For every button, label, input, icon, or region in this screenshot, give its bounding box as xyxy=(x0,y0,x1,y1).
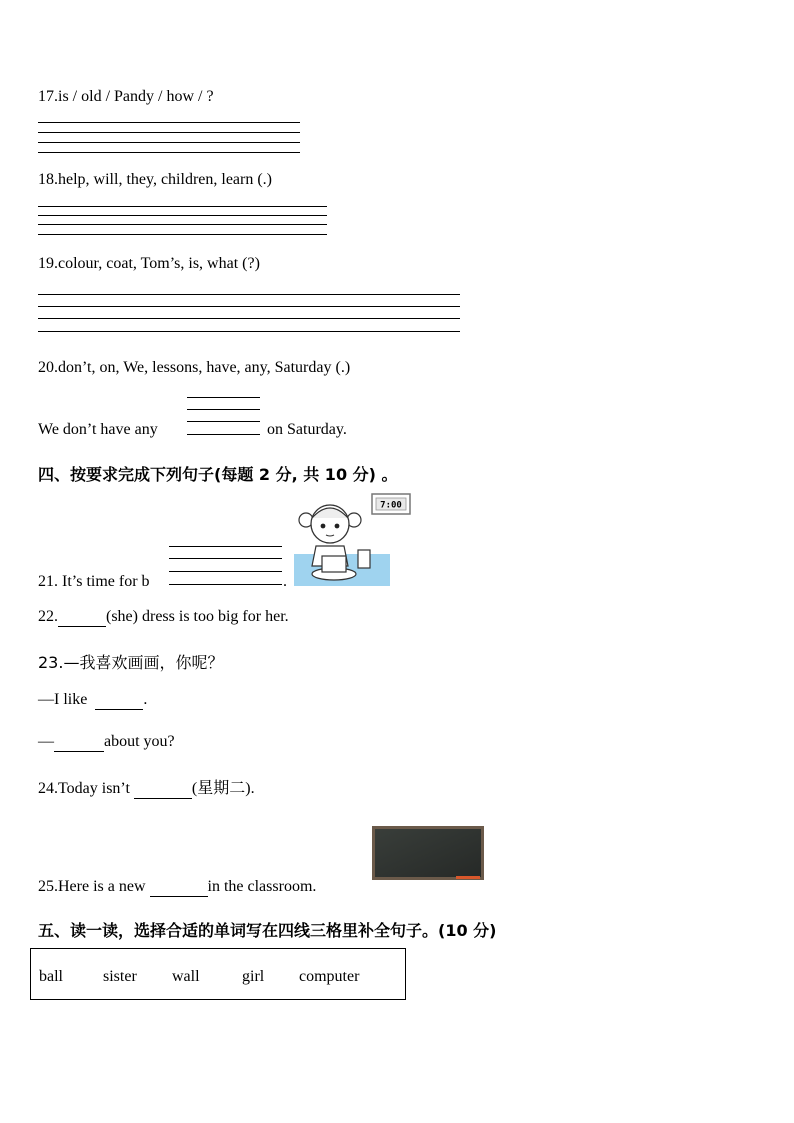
word-sister: sister xyxy=(103,968,137,985)
q25-prefix: 25.Here is a new xyxy=(38,878,146,895)
answer-lines-20[interactable] xyxy=(187,397,260,437)
q23-line-2 xyxy=(38,733,175,752)
word-ball: ball xyxy=(39,968,63,985)
word-girl: girl xyxy=(242,968,265,985)
q22-rest: (she) dress is too big for her. xyxy=(106,608,289,625)
word-wall: wall xyxy=(172,968,200,985)
q22-blank[interactable] xyxy=(58,608,106,627)
breakfast-illustration xyxy=(292,490,416,586)
section-4-heading: 四、按要求完成下列句子(每题 2 分, 共 10 分) 。 xyxy=(38,465,398,484)
question-22 xyxy=(38,608,289,627)
q20-prefix: We don’t have any xyxy=(38,421,158,438)
q20-suffix: on Saturday. xyxy=(267,421,347,438)
q23-blank-1[interactable] xyxy=(95,691,143,710)
clock-time: 7:00 xyxy=(380,500,402,511)
q22-number: 22. xyxy=(38,608,58,625)
girl-breakfast-image xyxy=(292,490,416,586)
blackboard-image xyxy=(372,826,484,882)
q25-blank[interactable] xyxy=(150,878,208,897)
question-18: 18.help, will, they, children, learn (.) xyxy=(38,171,272,188)
blackboard-icon xyxy=(372,826,484,882)
q24-blank[interactable] xyxy=(134,780,192,799)
answer-lines-18[interactable] xyxy=(38,206,327,238)
q23-line2-prefix: — xyxy=(38,733,54,750)
word-computer: computer xyxy=(299,968,360,985)
q23-line1-prefix: —I like xyxy=(38,691,88,708)
word-bank-box xyxy=(30,948,406,1000)
q23-line2-suffix: about you? xyxy=(104,733,175,750)
q24-prefix: 24.Today isn’t xyxy=(38,780,130,797)
q23-blank-2[interactable] xyxy=(54,733,104,752)
question-24 xyxy=(38,775,255,799)
question-19: 19.colour, coat, Tom’s, is, what (?) xyxy=(38,255,260,272)
answer-lines-21[interactable] xyxy=(169,546,282,586)
q23-line1-suffix: . xyxy=(143,691,148,708)
question-17: 17.is / old / Pandy / how / ? xyxy=(38,88,214,105)
q24-suffix: (星期二). xyxy=(191,780,255,797)
answer-lines-19[interactable] xyxy=(38,294,460,334)
question-25 xyxy=(38,878,316,897)
q23-line-1 xyxy=(38,691,147,710)
question-23: 23.—我喜欢画画，你呢？ xyxy=(38,653,224,672)
q25-suffix: in the classroom. xyxy=(207,878,317,895)
section-5-heading: 五、读一读，选择合适的单词写在四线三格里补全句子。(10 分) xyxy=(38,921,497,940)
question-20: 20.don’t, on, We, lessons, have, any, Saturday (.) xyxy=(38,359,351,376)
answer-lines-17[interactable] xyxy=(38,122,300,154)
q21-suffix: . xyxy=(283,573,287,590)
q21-prefix: 21. It’s time for b xyxy=(38,573,150,590)
